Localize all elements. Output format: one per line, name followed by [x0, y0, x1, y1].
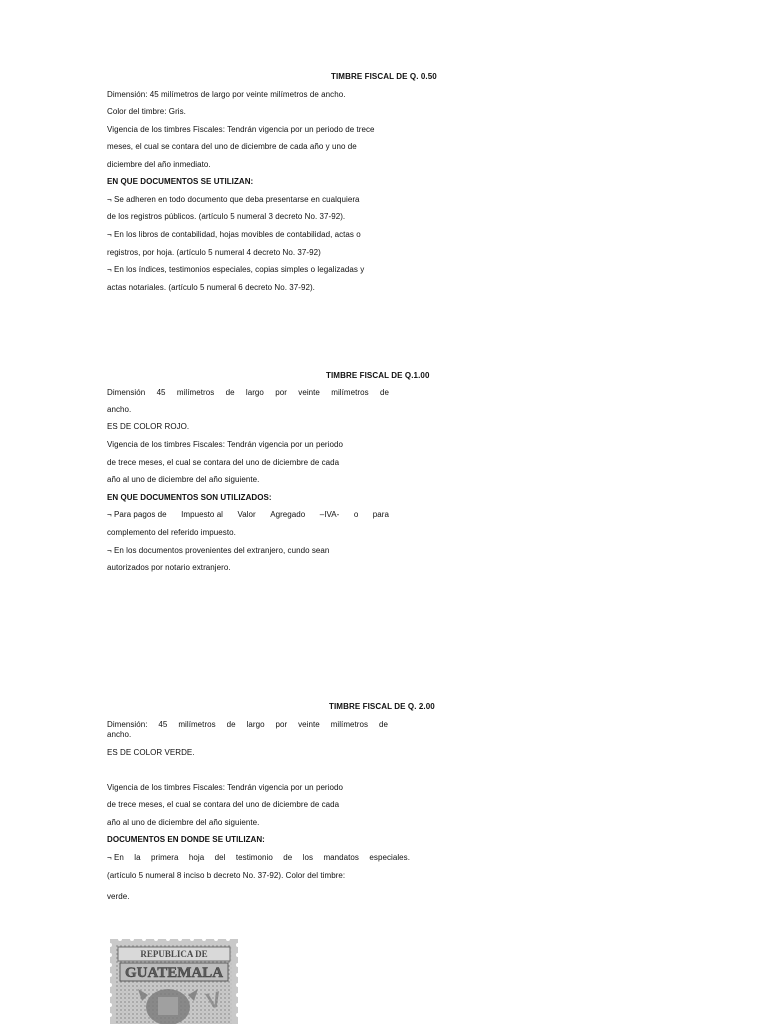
- q050-line-2: Color del timbre: Gris.: [107, 107, 186, 116]
- word: de: [225, 388, 235, 397]
- section-title-q050: TIMBRE FISCAL DE Q. 0.50: [331, 72, 437, 81]
- q050-line-7: ¬ Se adheren en todo documento que deba presentarse en cualquiera: [107, 195, 360, 204]
- word: de: [283, 853, 293, 862]
- q200-line-5: de trece meses, el cual se contara del uno de diciembre de cada: [107, 800, 340, 809]
- q200-line-8: (artículo 5 numeral 8 inciso b decreto No. 37-92). Color del timbre:: [107, 871, 346, 880]
- q100-line-10: autorizados por notario extranjero.: [107, 563, 231, 572]
- word: largo: [246, 720, 265, 729]
- word: Agregado: [270, 510, 306, 519]
- q050-line-10: registros, por hoja. (artículo 5 numeral 4 decreto No. 37-92): [107, 248, 321, 257]
- word: hoja: [188, 853, 205, 862]
- q200-line-4: Vigencia de los timbres Fiscales: Tendrán vigencia por un periodo: [107, 783, 343, 792]
- word: –IVA-: [319, 510, 340, 519]
- word: testimonio: [235, 853, 273, 862]
- word: 45: [158, 720, 168, 729]
- q100-justified-line-2: [107, 510, 389, 519]
- q050-line-1: Dimensión: 45 milímetros de largo por veinte milímetros de ancho.: [107, 90, 346, 99]
- q100-justified-line-1: [107, 388, 389, 397]
- word: milímetros: [330, 720, 369, 729]
- q100-heading: EN QUE DOCUMENTOS SON UTILIZADOS:: [107, 493, 272, 502]
- word: del: [214, 853, 226, 862]
- q200-line-6: año al uno de diciembre del año siguiente.: [107, 818, 260, 827]
- word: milímetros: [331, 388, 369, 397]
- word: de: [379, 388, 389, 397]
- word: Dimensión: [107, 388, 146, 397]
- q200-line-3: ES DE COLOR VERDE.: [107, 748, 195, 757]
- section-title-q100: TIMBRE FISCAL DE Q.1.00: [326, 371, 430, 380]
- word: milímetros: [176, 388, 215, 397]
- word: para: [372, 510, 389, 519]
- q100-line-5: de trece meses, el cual se contara del uno de diciembre de cada: [107, 458, 340, 467]
- q100-line-8: complemento del referido impuesto.: [107, 528, 236, 537]
- word: ¬ En: [107, 853, 124, 862]
- word: Valor: [237, 510, 256, 519]
- word: la: [134, 853, 141, 862]
- q050-line-5: diciembre del año inmediato.: [107, 160, 211, 169]
- word: primera: [151, 853, 179, 862]
- q050-line-9: ¬ En los libros de contabilidad, hojas movibles de contabilidad, actas o: [107, 230, 361, 239]
- word: especiales.: [369, 853, 410, 862]
- word: veinte: [298, 388, 320, 397]
- word: milímetros: [178, 720, 216, 729]
- q100-line-3: ES DE COLOR ROJO.: [107, 422, 190, 431]
- q050-line-11: ¬ En los índices, testimonios especiales, copias simples o legalizadas y: [107, 265, 365, 274]
- word: de: [378, 720, 388, 729]
- q050-line-12: actas notariales. (artículo 5 numeral 6 decreto No. 37-92).: [107, 283, 315, 292]
- q050-line-8: de los registros públicos. (artículo 5 numeral 3 decreto No. 37-92).: [107, 212, 346, 221]
- word: por: [275, 720, 288, 729]
- q100-line-6: año al uno de diciembre del año siguiente.: [107, 475, 260, 484]
- q200-justified-line-2: [107, 853, 410, 862]
- word: Dimensión:: [107, 720, 148, 729]
- word: veinte: [298, 720, 320, 729]
- word: 45: [156, 388, 166, 397]
- word: largo: [245, 388, 264, 397]
- word: los: [302, 853, 314, 862]
- q050-line-4: meses, el cual se contara del uno de diciembre de cada año y uno de: [107, 142, 357, 151]
- section-title-q200: TIMBRE FISCAL DE Q. 2.00: [329, 702, 435, 711]
- q200-justified-line-1: [107, 720, 388, 729]
- q100-line-9: ¬ En los documentos provenientes del extranjero, cundo sean: [107, 546, 330, 555]
- q050-heading: EN QUE DOCUMENTOS SE UTILIZAN:: [107, 177, 254, 186]
- word: de: [226, 720, 236, 729]
- q100-line-2: ancho.: [107, 405, 132, 414]
- word: ¬ Para pagos de: [107, 510, 167, 519]
- q050-line-3: Vigencia de los timbres Fiscales: Tendrán vigencia por un periodo de trece: [107, 125, 375, 134]
- word: mandatos: [323, 853, 359, 862]
- stamp-country-text: GUATEMALA: [124, 965, 224, 981]
- stamp-top-text: REPUBLICA DE: [140, 949, 208, 959]
- svg-text:V: V: [203, 986, 224, 1014]
- q200-line-2: ancho.: [107, 730, 132, 739]
- fiscal-stamp-image: [108, 937, 240, 1024]
- q200-line-9: verde.: [107, 892, 130, 901]
- q100-line-4: Vigencia de los timbres Fiscales: Tendrán vigencia por un periodo: [107, 440, 343, 449]
- word: Impuesto al: [181, 510, 224, 519]
- word: por: [275, 388, 287, 397]
- word: o: [353, 510, 359, 519]
- q200-heading: DOCUMENTOS EN DONDE SE UTILIZAN:: [107, 835, 265, 844]
